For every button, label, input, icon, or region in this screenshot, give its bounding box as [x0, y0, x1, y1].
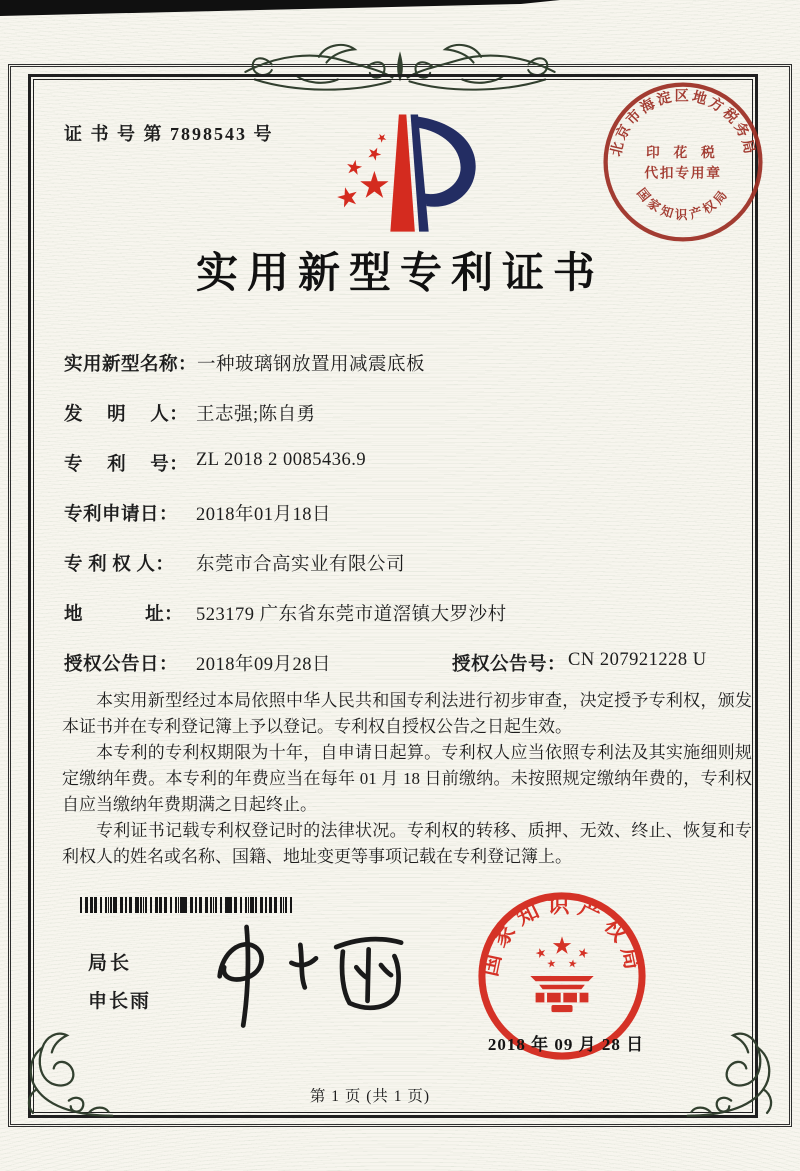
field-row-address: [64, 600, 507, 626]
page-title: 实用新型专利证书: [195, 251, 604, 297]
grant-date-value: 2018年09月28日: [196, 655, 332, 675]
field-value: 2018年01月18日: [196, 505, 332, 525]
national-emblem-icon: [530, 936, 593, 1012]
photo-edge-artifact: [0, 0, 560, 16]
barcode-icon: [80, 897, 294, 913]
field-row-patentee: [64, 550, 405, 576]
field-row-filing-date: [64, 500, 331, 526]
grant-number-row: [452, 650, 707, 676]
svg-text:国家知识产权局: [477, 892, 648, 978]
field-value: 东莞市合高实业有限公司: [196, 555, 406, 575]
director-name: 申长雨: [88, 991, 152, 1012]
grant-number-value: CN 207921228 U: [568, 650, 707, 670]
patent-logo-icon: [308, 106, 494, 238]
field-value: ZL 2018 2 0085436.9: [196, 450, 367, 470]
tax-stamp-center-line2: 代扣专用章: [644, 165, 722, 181]
signature-icon: [196, 918, 436, 1030]
field-row-inventors: [64, 400, 316, 426]
field-value: 一种玻璃钢放置用减震底板: [197, 355, 426, 375]
tax-stamp: [597, 76, 769, 248]
field-label: 专 利 号：: [64, 455, 189, 475]
field-label: 专利申请日：: [64, 505, 179, 525]
tax-stamp-ring-top: 北京市海淀区地方税务局: [608, 88, 758, 158]
paragraph-3: 专利证书记载专利权登记时的法律状况。专利权的转移、质押、无效、终止、恢复和专利权人的姓名或名称、国籍、地址变更等事项记载在专利登记簿上。: [62, 821, 752, 866]
corner-flourish-left-icon: [14, 1026, 118, 1126]
page-footer: 第 1 页 (共 1 页): [309, 1088, 431, 1105]
field-row-patent-number: [64, 450, 366, 476]
paragraph-1: 本实用新型经过本局依照中华人民共和国专利法进行初步审查，决定授予专利权，颁发本证书并在专利登记簿上予以登记。专利权自授权公告之日起生效。: [62, 691, 752, 736]
svg-text:国家知识产权局: [634, 186, 732, 222]
certificate-number: 证 书 号 第 7898543 号: [64, 124, 274, 144]
field-row-name: [64, 350, 425, 376]
field-label: 地 址：: [64, 605, 184, 625]
grant-number-label: 授权公告号：: [452, 655, 567, 675]
field-value: 523179 广东省东莞市道滘镇大罗沙村: [196, 605, 507, 625]
grant-date-label: 授权公告日：: [64, 655, 179, 675]
field-value: 王志强;陈自勇: [196, 405, 316, 425]
legal-text: [62, 688, 752, 870]
field-label: 实用新型名称：: [64, 355, 198, 375]
field-label: 专 利 权 人：: [64, 555, 175, 575]
director-title: 局长: [88, 953, 133, 974]
grant-date-row: [64, 650, 331, 676]
tax-stamp-center-line1: 印 花 税: [646, 144, 720, 160]
field-label: 发 明 人：: [64, 405, 189, 425]
seal-ring-text: 国家知识产权局: [476, 892, 648, 979]
seal-date: 2018 年 09 月 28 日: [487, 1035, 645, 1054]
corner-flourish-right-icon: [682, 1026, 786, 1126]
tax-stamp-ring-bottom: 国家知识产权局: [634, 185, 732, 222]
paragraph-2: 本专利的专利权期限为十年，自申请日起算。专利权人应当依照专利法及其实施细则规定缴纳年费。本专利的年费应当在每年 01 月 18 日前缴纳。未按照规定缴纳年费的，专利权自应当缴纳年费期满之日起终止。: [62, 743, 752, 814]
